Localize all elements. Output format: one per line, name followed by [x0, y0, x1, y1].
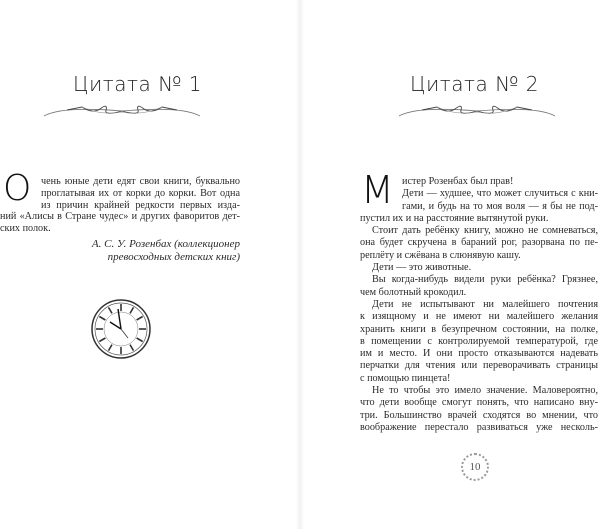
text-line: к изящному и не имеют ни малейшего желания	[360, 311, 598, 323]
right-page	[305, 0, 600, 529]
flourish-ornament	[42, 100, 202, 122]
text-line: три. Большинство врачей сходятся во мнении, что	[360, 409, 598, 421]
quote-title: Цитата № 1	[73, 72, 202, 96]
text-line: им и место. И они просто отказываются надевать	[360, 348, 598, 360]
clock-icon	[90, 298, 152, 360]
text-line: Дети — это животные.	[372, 262, 472, 274]
text-line: гами, и будь на то моя воля — я бы не под-	[402, 200, 598, 212]
text-line: в помещении с контролируемой температурой, где	[360, 335, 598, 347]
clock-numeral-mark	[137, 338, 143, 342]
text-line: ских полок.	[0, 223, 51, 235]
drop-cap: М	[361, 168, 394, 212]
text-line: Стоит дать ребёнку книгу, можно не сомневаться,	[372, 225, 598, 237]
flourish-ornament	[397, 100, 557, 122]
left-page	[0, 0, 295, 529]
text-line: Дети не испытывают ни малейшего почтения	[372, 298, 598, 310]
text-line: с помощью пинцета!	[360, 372, 451, 384]
text-line: она будет скручена в бараний рог, разорвана по пе-	[360, 237, 598, 249]
clock-numeral-mark	[99, 338, 105, 342]
text-line: из причин крайней редкости первых изда-	[41, 199, 240, 211]
clock-numeral-mark	[137, 317, 143, 321]
text-line: ний «Алисы в Стране чудес» и других фаворитов дет-	[0, 211, 240, 223]
drop-cap: О	[3, 168, 32, 209]
attribution-line: А. С. У. Розенбах (коллекционер	[91, 237, 240, 250]
clock-numeral-mark	[130, 345, 134, 351]
text-line: истер Розенбах был прав!	[402, 176, 514, 187]
page-number-text: 10	[469, 461, 481, 473]
clock-numeral-mark	[130, 307, 134, 313]
clock-numeral-mark	[99, 317, 105, 321]
page-number	[461, 453, 489, 481]
text-line: Дети — худшее, что может случиться с кни-	[402, 188, 598, 200]
text-line: реплёту и сжёвана в слюнявую кашу.	[360, 249, 521, 261]
quote-title: Цитата № 2	[410, 72, 539, 96]
text-line: хранить книги в безупречном состоянии, на полке,	[360, 323, 598, 335]
clock-numeral-mark	[109, 345, 113, 351]
text-line: перчатки для чтения или переворачивать страницы	[360, 360, 598, 372]
attribution-line: превосходных детских книг)	[107, 250, 240, 263]
text-line: Не то чтобы это имело значение. Маловероятно,	[372, 385, 598, 397]
book-gutter	[296, 0, 304, 529]
clock-numeral-mark	[109, 307, 113, 313]
text-line: что дети вообще смогут понять, что написано вну-	[360, 397, 598, 409]
text-line: чень юные дети едят свои книги, буквально	[41, 176, 240, 187]
text-line: Вы когда-нибудь видели руки ребёнка? Грязнее,	[372, 274, 598, 286]
text-line: проглатывая их от корки до корки. Вот одна	[41, 187, 240, 199]
text-line: чем болотный крокодил.	[360, 286, 467, 298]
text-line: воображение перестало развиваться уже несколь-	[360, 421, 598, 433]
text-line: пустил их и на расстояние вытянутой руки.	[360, 212, 549, 224]
